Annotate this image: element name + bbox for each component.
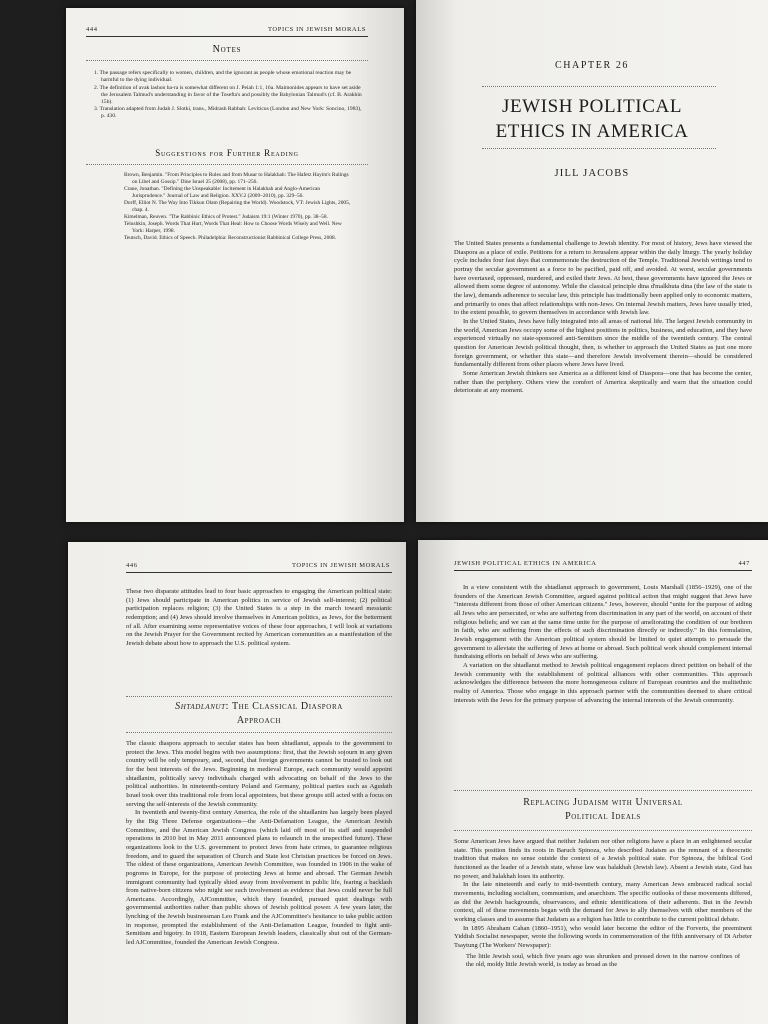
page-number: 444 <box>86 26 98 33</box>
running-head: JEWISH POLITICAL ETHICS IN AMERICA <box>454 560 597 567</box>
running-head: TOPICS IN JEWISH MORALS <box>291 562 390 569</box>
chapter-title-line2: ETHICS IN AMERICA <box>495 121 689 142</box>
section-title-line1: Replacing Judaism with Universal <box>523 797 683 808</box>
page-444 <box>66 8 404 522</box>
paragraph: Some American Jewish thinkers see America as a different kind of Diaspora—one that has become the center, rather than the periphery. Others view the comfort of America skeptically and warn that the situation could deteriorate at any moment. <box>454 369 752 395</box>
paragraph: A variation on the shtadlanut method to Jewish political engagement replaces direct petition on behalf of the Jewish community with the establishment of political alliances with other communities. This approach acknowledges the difference between the more homogeneous culture of European countries and the multiethnic reality of America. Those who engage in this approach partner with the communities deemed to share critical interests with the Jews for the primary purpose of advancing the internal interests of the Jewish community. <box>454 661 752 704</box>
page-446 <box>68 542 406 1024</box>
bibliography-list <box>124 172 352 242</box>
section-title-rest: : The Classical Diaspora <box>225 701 343 712</box>
paragraph: In 1895 Abraham Cahan (1860–1951), who would later become the editor of the Forverts, the preeminent Yiddish Socialist newspaper, wrote the following words in commemoration of the fifth anniversary of Di Arbeter Tsaytung (The Workers' Newspaper): <box>454 924 752 949</box>
page-number: 447 <box>738 560 750 567</box>
paragraph: In the late nineteenth and early to mid-twentieth century, many American Jews embraced radical social movements, including socialism, communism, and anarchism. The specific outlooks of these movements differed, as did the Jewish backgrounds, observances, and ethnic identifications of their adherents. But in the Jewish context, all of these movements began with the demand for Jews to ally themselves with other members of the working classes and to assume that Judaism as a religion has little to contribute to the current political debate. <box>454 881 752 923</box>
section-heading <box>126 700 392 728</box>
section-title-line2: Approach <box>236 715 282 726</box>
dotted-rule <box>86 60 368 61</box>
notes-list <box>94 70 364 121</box>
section-title-line2: Political Ideals <box>565 811 641 822</box>
paragraph: The United States presents a fundamental challenge to Jewish identity. For most of history, Jews have viewed the Diaspora as a place of exile. Petitions for a return to Jerusalem appear within the daily liturgy. The yearly holiday cycle includes four fast days that commemorate the destruction of the Temple. Traditional Jewish writings tend to portray the secular government as a force to be pacified, paid off, and avoided. At worst, secular governments have overtaxed, oppressed, murdered, and exiled their Jews. At best, these governments have ignored the Jews or allowed them some degree of autonomy. While the classical principle dina d'malkhuta dina (the law of the state is the law), demands adherence to secular law, this principle has traditionally been applied only to economic matters, and primarily to ones that affect relationships with non-Jews. On internal Jewish matters, Jews have usually tried, to the extent possible, to govern themselves in accordance with Jewish law. <box>454 240 752 317</box>
body-top <box>454 584 752 705</box>
author-name: JILL JACOBS <box>554 168 630 179</box>
section-body <box>126 740 392 948</box>
bibliography-entry: Dorff, Elliot N. The Way Into Tikkun Olam (Repairing the World). Woodstock, VT: Jewish Lights, 2005, chap. 4. <box>124 200 351 213</box>
page-number: 446 <box>126 562 138 569</box>
bibliography-entry: Crane, Jonathan. "Defining the Unspeakable: Incitement in Halakhah and Anglo-American Jurisprudence." Journal of Law and Religion. XXV.2 (2009–2010), pp. 329–56. <box>124 186 321 199</box>
section-heading <box>454 796 752 824</box>
dotted-rule <box>482 148 716 149</box>
dotted-rule <box>454 790 752 791</box>
header-rule <box>86 36 368 37</box>
note-item: 3. Translation adapted from Judah J. Slotki, trans., Midrash Rabbah: Leviticus (London and New York: Soncino, 1983), p. 430. <box>94 106 362 119</box>
note-item: 1. The passage refers specifically to women, children, and the ignorant as people whose emotional reaction may be harmful to the dying individual. <box>94 70 352 83</box>
bibliography-entry: Brown, Benjamin. "From Principles to Rules and from Musar to Halakhah: The Hafetz Hayim's Rulings on Libel and Gossip." Dine Israel 25 (2008), pp. 171–256. <box>124 172 349 185</box>
paragraph: These two disparate attitudes lead to four basic approaches to engaging the American political state: (1) Jews should participate in American politics in service of Jewish self-interest; (2) political participation replaces religion; (3) the United States is a step in the march toward messianic redemption; and (4) Jews should involve themselves in American politics, as Jews, for the betterment of all. After examining some representative voices of these four approaches, I will look at variations on the Jewish Prayer for the Government recited by American communities as a manifestation of the Jewish debate about how to approach the U.S. political system. <box>126 588 392 647</box>
blockquote: The little Jewish soul, which five years ago was shrunken and pressed down in the narrow confines of the old, moldy little Jewish world, is today as broad as the <box>466 952 740 969</box>
dotted-rule <box>454 830 752 831</box>
section-title-italic: Shtadlanut <box>175 701 226 712</box>
note-item: 2. The definition of avak lashon ha-ra is somewhat different on J. Peiah 1:1, 16a. Maimonides appears to have set aside the Jerusalem Talmud's understanding in favor of the Tosefta's and possibly the Babylonian Talmud's (cf. B. Arakhin 15b). <box>94 84 362 105</box>
dotted-rule <box>126 732 392 733</box>
paragraph: In a view consistent with the shtadlanut approach to government, Louis Marshall (1856–1929), one of the founders of the American Jewish Committee, argued against political action that might suggest that Jews have "interests different from those of other American citizens." Jews, however, should "unite for the purpose of aiding all Jews who are persecuted, or who are suffering from discrimination in any part of the world, on account of their religious beliefs; and we can at the same time unite for the purpose of ameliorating the condition of our brethren in faith, who are suffering from the effects of such discrimination directly or indirectly." In this formulation, Jewish engagement with the American political system should be limited to quiet attempts to persuade the government to alleviate the suffering of Jews at home or abroad. Such political work should complement internal fundraising efforts on behalf of Jews who are suffering. <box>454 584 752 661</box>
bibliography-entry: Teutsch, David. Ethics of Speech. Philadelphia: Reconstructionist Rabbinical College Press, 2008. <box>124 235 337 241</box>
body-bottom <box>454 838 752 970</box>
running-head: TOPICS IN JEWISH MORALS <box>267 26 366 33</box>
header-rule <box>126 572 392 573</box>
paragraph: The classic diaspora approach to secular states has been shtadlanut, appeals to the government to protect the Jews. This model begins with two assumptions: first, that the Jewish sojourn in any given country will be only temporary, and, second, that foreign governments cannot be trusted to look out for the best interests of the Jews. Beginning in medieval Europe, each community would appoint shtadlanim, politically savvy individuals charged with advocating on behalf of the Jews to the political authorities. In nineteenth-century Poland and Germany, political parties such as Agudath Israel took over this traditional role from local appointees, but these groups still acted with a focus on serving the self-interests of the Jewish community. <box>126 740 392 808</box>
notes-heading: Notes <box>212 44 242 55</box>
dotted-rule <box>482 86 716 87</box>
header-rule <box>454 570 752 571</box>
chapter-body <box>454 240 752 396</box>
bibliography-entry: Kimelman, Reuven. "The Rabbinic Ethics of Protest." Judaism 19:1 (Winter 1970), pp. 38–58. <box>124 214 328 220</box>
paragraph: Some American Jews have argued that neither Judaism nor other religions have a place in an enlightened secular state. This position finds its roots in Baruch Spinoza, who described Judaism as the remnant of a theocratic tradition that makes no sense outside the context of a Jewish political state. For Spinoza, the biblical God functioned as the leader of a Jewish state, whose law was halakhah (Jewish law). Absent a Jewish state, God has no power, and halakhah loses its authority. <box>454 838 752 880</box>
dotted-rule <box>86 164 368 165</box>
bibliography-entry: Telushkin, Joseph. Words That Hurt, Words That Heal: How to Choose Words Wisely and Well. New York: Harper, 1998. <box>124 221 342 234</box>
chapter-label: CHAPTER 26 <box>554 60 630 71</box>
page-447 <box>418 540 768 1024</box>
chapter-title-line1: JEWISH POLITICAL <box>501 96 683 117</box>
paragraph: In the United States, Jews have fully integrated into all areas of national life. The largest Jewish community in the world, American Jews occupy some of the highest positions in politics, business, and education, and they have experienced virtually no state-sponsored anti-Semitism since the middle of the twentieth century. The central question for American Jewish political thought, then, is whether to approach the United States as just one more foreign government, or whether this state—and therefore Jewish involvement therein—should be considered fundamentally different from other places where Jews have lived. <box>454 317 752 369</box>
further-reading-heading: Suggestions for Further Reading <box>155 148 299 158</box>
intro-text <box>126 588 392 649</box>
paragraph: In twentieth and twenty-first century America, the role of the shtadlanim has largely been played by the Big Three Defense organizations—the Anti-Defamation League, the American Jewish Committee, and the American Jewish Congress (which laid off most of its staff and suspended operations in 2010 but in May 2011 announced plans to relaunch in the unspecified future). These organizations look to the U.S. government to protect Jews from hate crimes, to guarantee religious freedom, and to guard the separation of Church and State lest Christian practices be forced on Jews. The oldest of these organizations, American Jewish Committee, was founded in 1906 in the wake of pogroms in Europe, for the purpose of protecting Jews at home and abroad. The German Jewish immigrant community had typically shied away from involvement in public life, fearing a backlash from native-born citizens who might see such involvement as evidence that Jews could never be full Americans. Accordingly, AJCommittee, which they founded, pursued quiet dealings with governmental authorities rather than public shows of Jewish political power. A few years later, the lynching of the Jewish businessman Leo Frank and the AJCommittee's hesitance to take public action in response, prompted the establishment of the Anti-Defamation League, founded to fight anti-Semitism and bigotry. In 1918, Eastern European Jewish leaders, classically shut out of the German-led AJCommittee, founded the American Jewish Congress. <box>126 809 392 947</box>
dotted-rule <box>126 696 392 697</box>
page-445 <box>416 0 768 522</box>
